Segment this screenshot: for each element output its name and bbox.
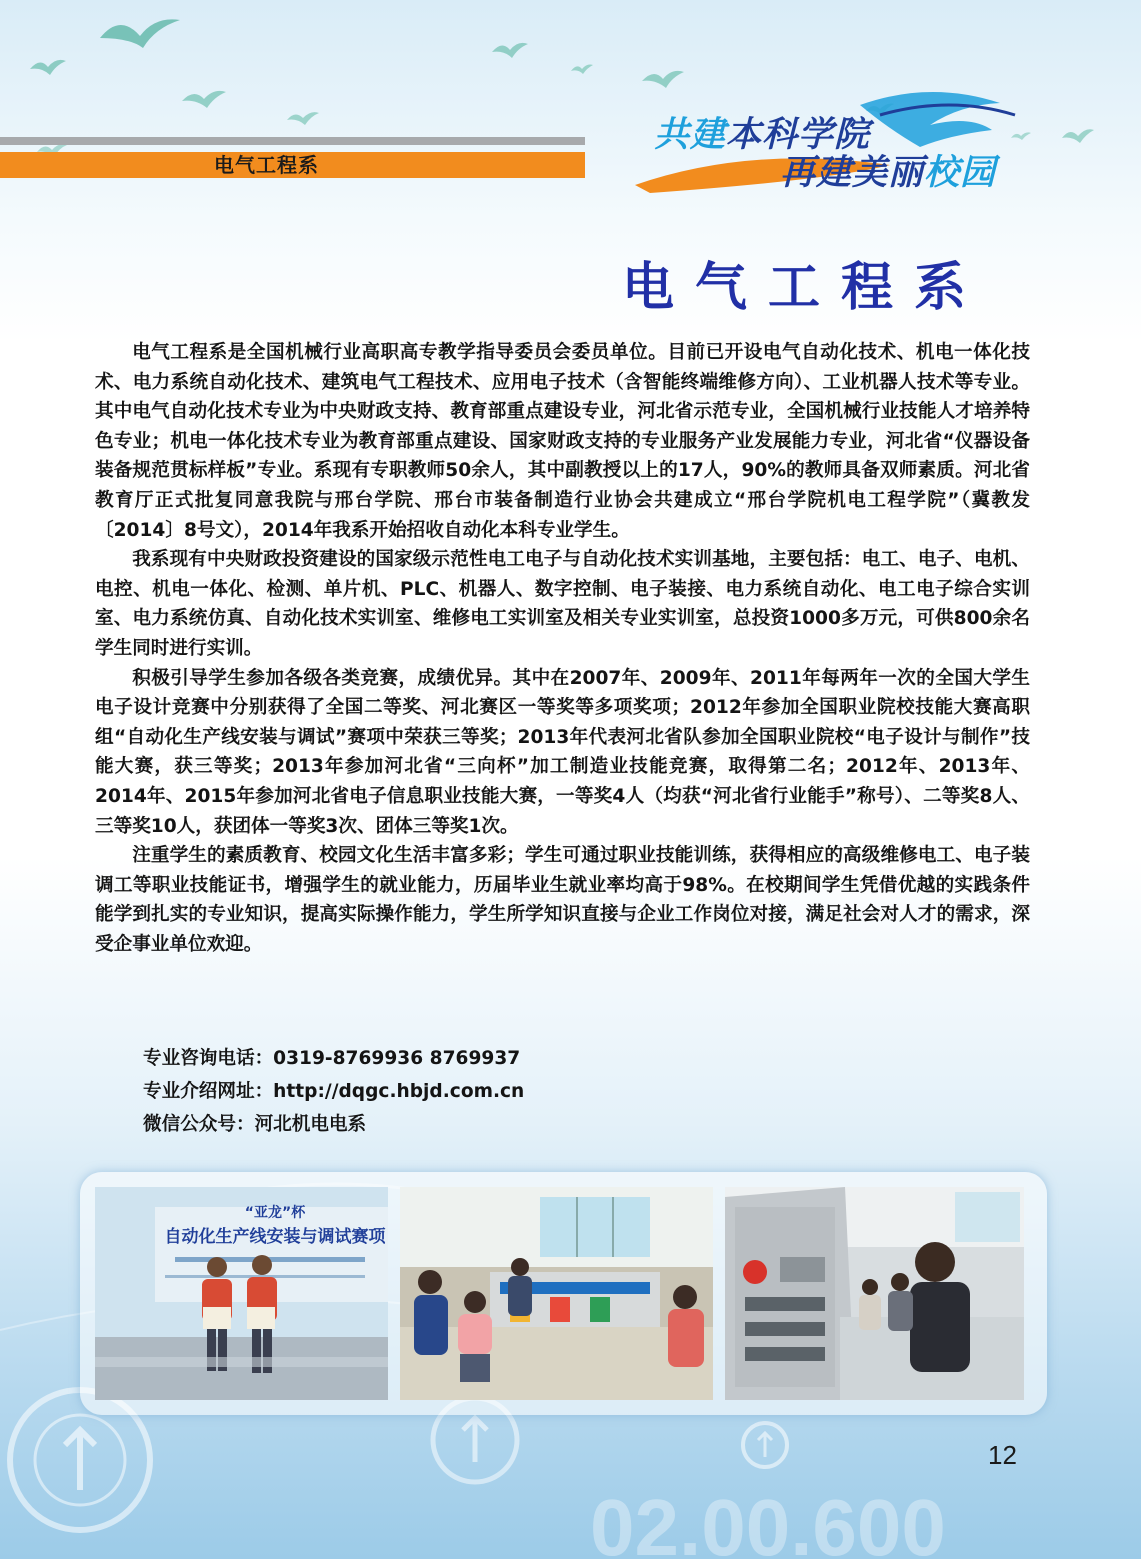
photo-control-panel	[725, 1187, 1024, 1400]
paragraph: 电气工程系是全国机械行业高职高专教学指导委员会委员单位。目前已开设电气自动化技术、机电一体化技术、电力系统自动化技术、建筑电气工程技术、应用电子技术（含智能终端维修方向）、工业机器人技术等专业。其中电气自动化技术专业为中央财政支持、教育部重点建设专业，河北省示范专业，全国机械行业技能人才培养特色专业；机电一体化技术专业为教育部重点建设、国家财政支持的专业服务产业发展能力专业，河北省“仪器设备装备规范贯标样板”专业。系现有专职教师50余人，其中副教授以上的17人，90%的教师具备双师素质。河北省教育厅正式批复同意我院与邢台学院、邢台市装备制造行业协会共建成立“邢台学院机电工程学院”（冀教发〔2014〕8号文），2014年我系开始招收自动化本科专业学生。	[95, 342, 1030, 541]
slogan-line-2	[780, 145, 996, 195]
page-title: 电气工程系	[622, 258, 988, 318]
contact-wechat: 微信公众号：河北机电电系	[143, 1114, 367, 1135]
banner-text: 自动化生产线安装与调试赛项	[164, 1227, 386, 1247]
bird-icon	[285, 108, 321, 130]
bird-icon	[28, 55, 68, 81]
paragraph: 注重学生的素质教育、校园文化生活丰富多彩；学生可通过职业技能训练，获得相应的高级维修电工、电子装调工等职业技能证书，增强学生的就业能力，历届毕业生就业率均高于98%。在校期间学生凭借优越的实践条件能学到扎实的专业知识，提高实际操作能力，学生所学知识直接与企业工作岗位对接，满足社会对人才的需求，深受企事业单位欢迎。	[95, 845, 1030, 955]
slogan-text: 校园	[924, 153, 997, 193]
page-number: 12	[988, 1440, 1017, 1470]
bird-icon	[490, 38, 530, 64]
paragraph: 我系现有中央财政投资建设的国家级示范性电工电子与自动化技术实训基地，主要包括：电工、电子、电机、电控、机电一体化、检测、单片机、PLC、机器人、数字控制、电子装接、电力系统自动化、电工电子综合实训室、电力系统仿真、自动化技术实训室、维修电工实训室及相关专业实训室，总投资1000多万元，可供800余名学生同时进行实训。	[95, 549, 1030, 659]
contact-phone: 专业咨询电话：0319-8769936 8769937	[143, 1048, 521, 1069]
slogan-text: 共建	[654, 115, 727, 155]
bird-icon	[1060, 125, 1096, 149]
photo-training-lab	[400, 1187, 713, 1400]
bird-icon	[180, 85, 228, 115]
decorative-number-text: 02.00.600	[590, 1483, 946, 1559]
slogan-text: 再建美丽	[780, 153, 925, 193]
body-text	[95, 338, 1030, 959]
section-label: 电气工程系	[214, 153, 319, 177]
photo-award-ceremony	[95, 1187, 388, 1400]
contact-website[interactable]: 专业介绍网址：http://dqgc.hbjd.com.cn	[143, 1081, 525, 1102]
bird-icon	[95, 8, 185, 68]
slogan-logo	[630, 85, 1030, 200]
slogan-text: 本科学院	[726, 115, 871, 155]
paragraph: 积极引导学生参加各级各类竞赛，成绩优异。其中在2007年、2009年、2011年每两年一次的全国大学生电子设计竞赛中分别获得了全国二等奖、河北赛区一等奖等多项奖项；2012年参加全国职业院校技能大赛高职组“自动化生产线安装与调试”赛项中荣获三等奖；2013年代表河北省队参加全国职业院校“电子设计与制作”技能大赛，获三等奖；2013年参加河北省“三向杯”加工制造业技能竞赛，取得第二名；2012年、2013年、2014年、2015年参加河北省电子信息职业技能大赛，一等奖4人（均获“河北省行业能手”称号）、二等奖8人、三等奖10人，获团体一等奖3次、团体三等奖1次。	[95, 667, 1030, 837]
bird-icon	[570, 62, 594, 78]
banner-text: “亚龙”杯	[244, 1205, 306, 1221]
header-divider	[0, 137, 585, 145]
